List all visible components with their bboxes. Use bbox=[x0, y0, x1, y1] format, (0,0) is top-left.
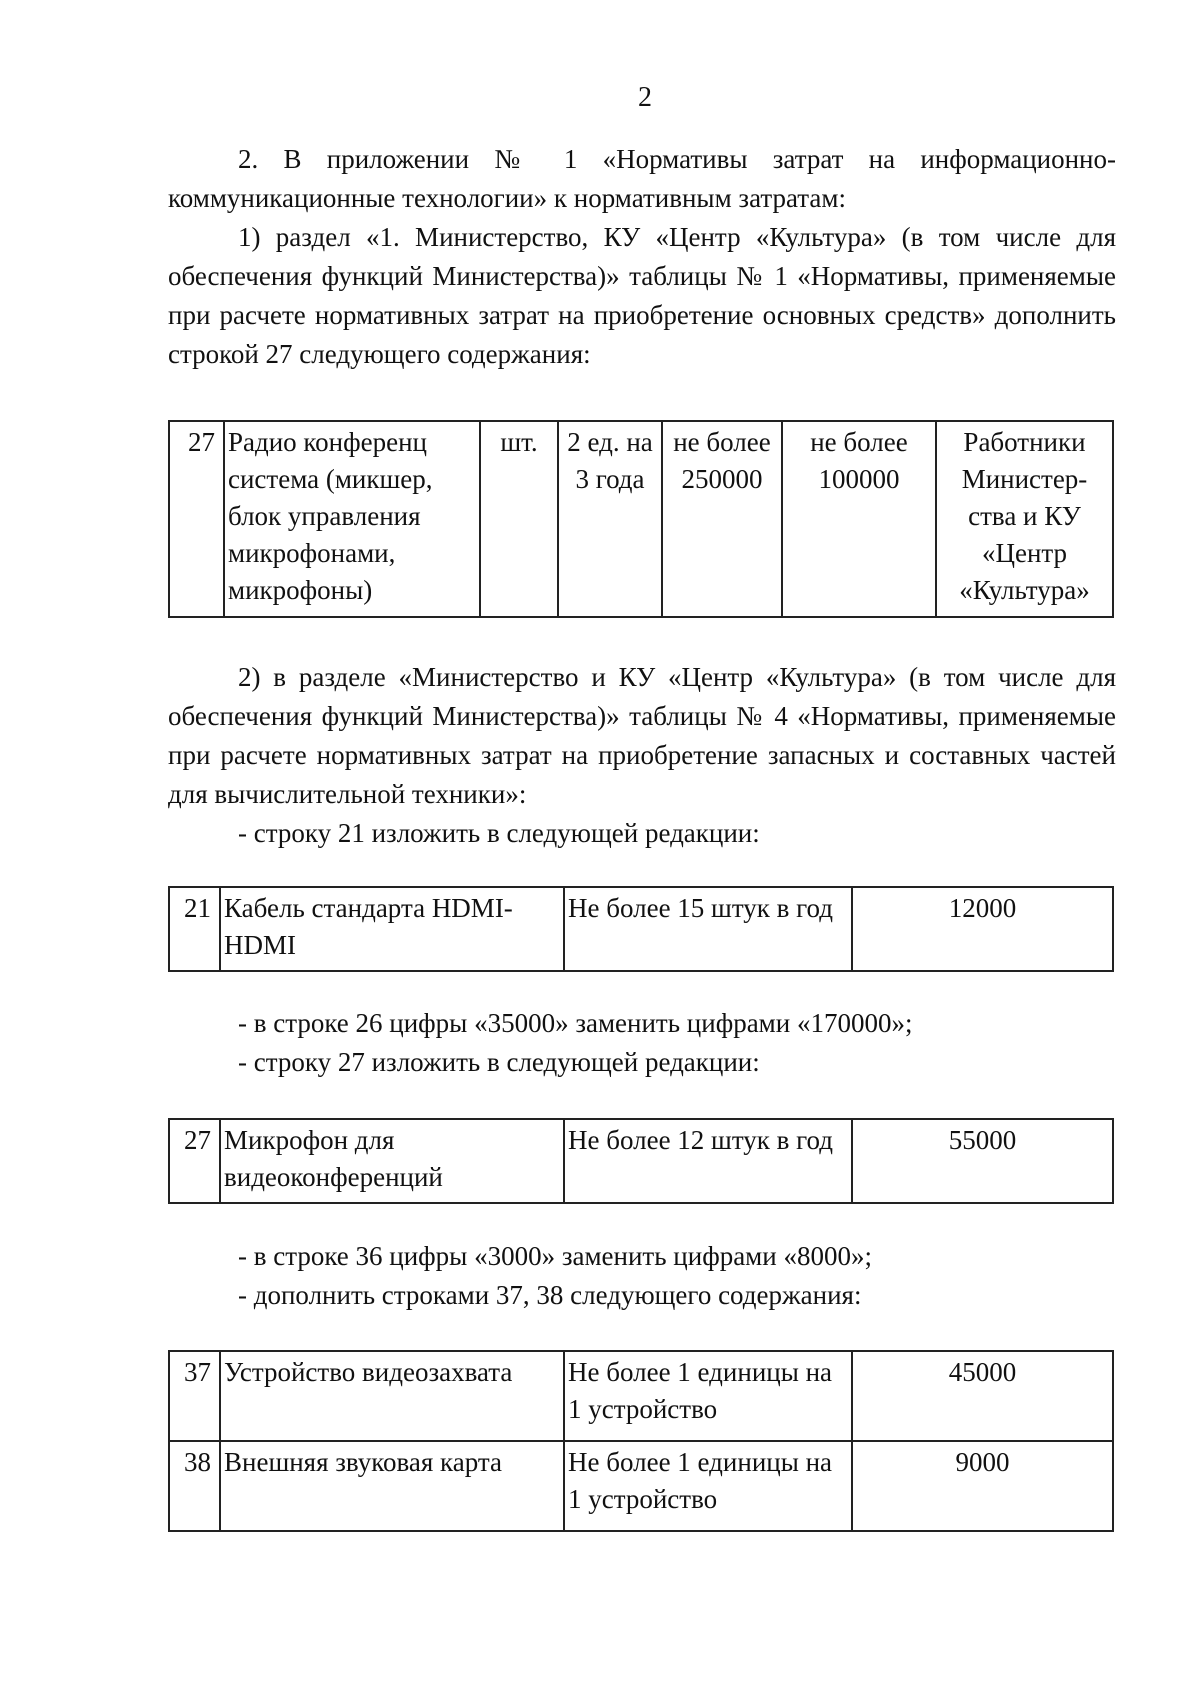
paragraph-row-21: - строку 21 изложить в следующей редакции: bbox=[238, 818, 760, 848]
table-row bbox=[169, 421, 1113, 617]
item-quantity: 2 ед. на 3 года bbox=[558, 421, 662, 617]
item-quantity: Не более 1 единицы на 1 устройство bbox=[564, 1351, 852, 1441]
paragraph-section-2: 2) в разделе «Министерство и КУ «Центр «Культура» (в том числе для обеспечения функций Министерства)» таблицы № 4 «Нормативы, применяемые при расчете нормативных затрат на приобретение запасных и составных частей для вычислительной техники»: bbox=[168, 662, 1116, 809]
item-name: Микрофон для видеоконференций bbox=[220, 1119, 564, 1203]
item-price: 9000 bbox=[852, 1441, 1113, 1531]
table-main-assets bbox=[168, 420, 1114, 618]
item-name: Внешняя звуковая карта bbox=[220, 1441, 564, 1531]
table-row bbox=[169, 1351, 1113, 1441]
item-quantity: Не более 12 штук в год bbox=[564, 1119, 852, 1203]
row-number: 37 bbox=[169, 1351, 220, 1441]
table-row bbox=[169, 887, 1113, 971]
paragraph-appendix-1: 2. В приложении № 1 «Нормативы затрат на информационно-коммуникационные технологии» к нормативным затратам: bbox=[168, 144, 1116, 213]
table-rows-37-38 bbox=[168, 1350, 1114, 1532]
page-number: 2 bbox=[638, 82, 652, 113]
section-row-26-27 bbox=[168, 1004, 1116, 1082]
intro-section bbox=[168, 140, 1116, 374]
table-row bbox=[169, 1119, 1113, 1203]
paragraph-row-26: - в строке 26 цифры «35000» заменить цифрами «170000»; bbox=[238, 1008, 913, 1038]
item-quantity: Не более 1 единицы на 1 устройство bbox=[564, 1441, 852, 1531]
paragraph-row-27: - строку 27 изложить в следующей редакции: bbox=[238, 1047, 760, 1077]
item-unit: шт. bbox=[480, 421, 558, 617]
row-number: 27 bbox=[169, 1119, 220, 1203]
paragraph-section-1: 1) раздел «1. Министерство, КУ «Центр «Культура» (в том числе для обеспечения функций Министерства)» таблицы № 1 «Нормативы, применяемые при расчете нормативных затрат на приобретение основных средств» дополнить строкой 27 следующего содержания: bbox=[168, 222, 1116, 369]
item-price: не более 250000 bbox=[662, 421, 782, 617]
table-row bbox=[169, 1441, 1113, 1531]
table-row-21 bbox=[168, 886, 1114, 972]
paragraph-rows-37-38: - дополнить строками 37, 38 следующего содержания: bbox=[238, 1280, 862, 1310]
row-number: 38 bbox=[169, 1441, 220, 1531]
section-2 bbox=[168, 658, 1116, 853]
item-quantity: Не более 15 штук в год bbox=[564, 887, 852, 971]
row-number: 27 bbox=[169, 421, 224, 617]
section-row-36-38 bbox=[168, 1237, 1116, 1315]
item-name: Кабель стандарта HDMI-HDMI bbox=[220, 887, 564, 971]
row-number: 21 bbox=[169, 887, 220, 971]
item-name: Радио конференц система (микшер, блок управления микрофонами, микрофоны) bbox=[224, 421, 480, 617]
item-price: 45000 bbox=[852, 1351, 1113, 1441]
item-price: 55000 bbox=[852, 1119, 1113, 1203]
item-cost: не более 100000 bbox=[782, 421, 936, 617]
table-row-27 bbox=[168, 1118, 1114, 1204]
item-category: Работники Министер-ства и КУ «Центр «Культура» bbox=[936, 421, 1113, 617]
item-name: Устройство видеозахвата bbox=[220, 1351, 564, 1441]
item-price: 12000 bbox=[852, 887, 1113, 971]
paragraph-row-36: - в строке 36 цифры «3000» заменить цифрами «8000»; bbox=[238, 1241, 872, 1271]
